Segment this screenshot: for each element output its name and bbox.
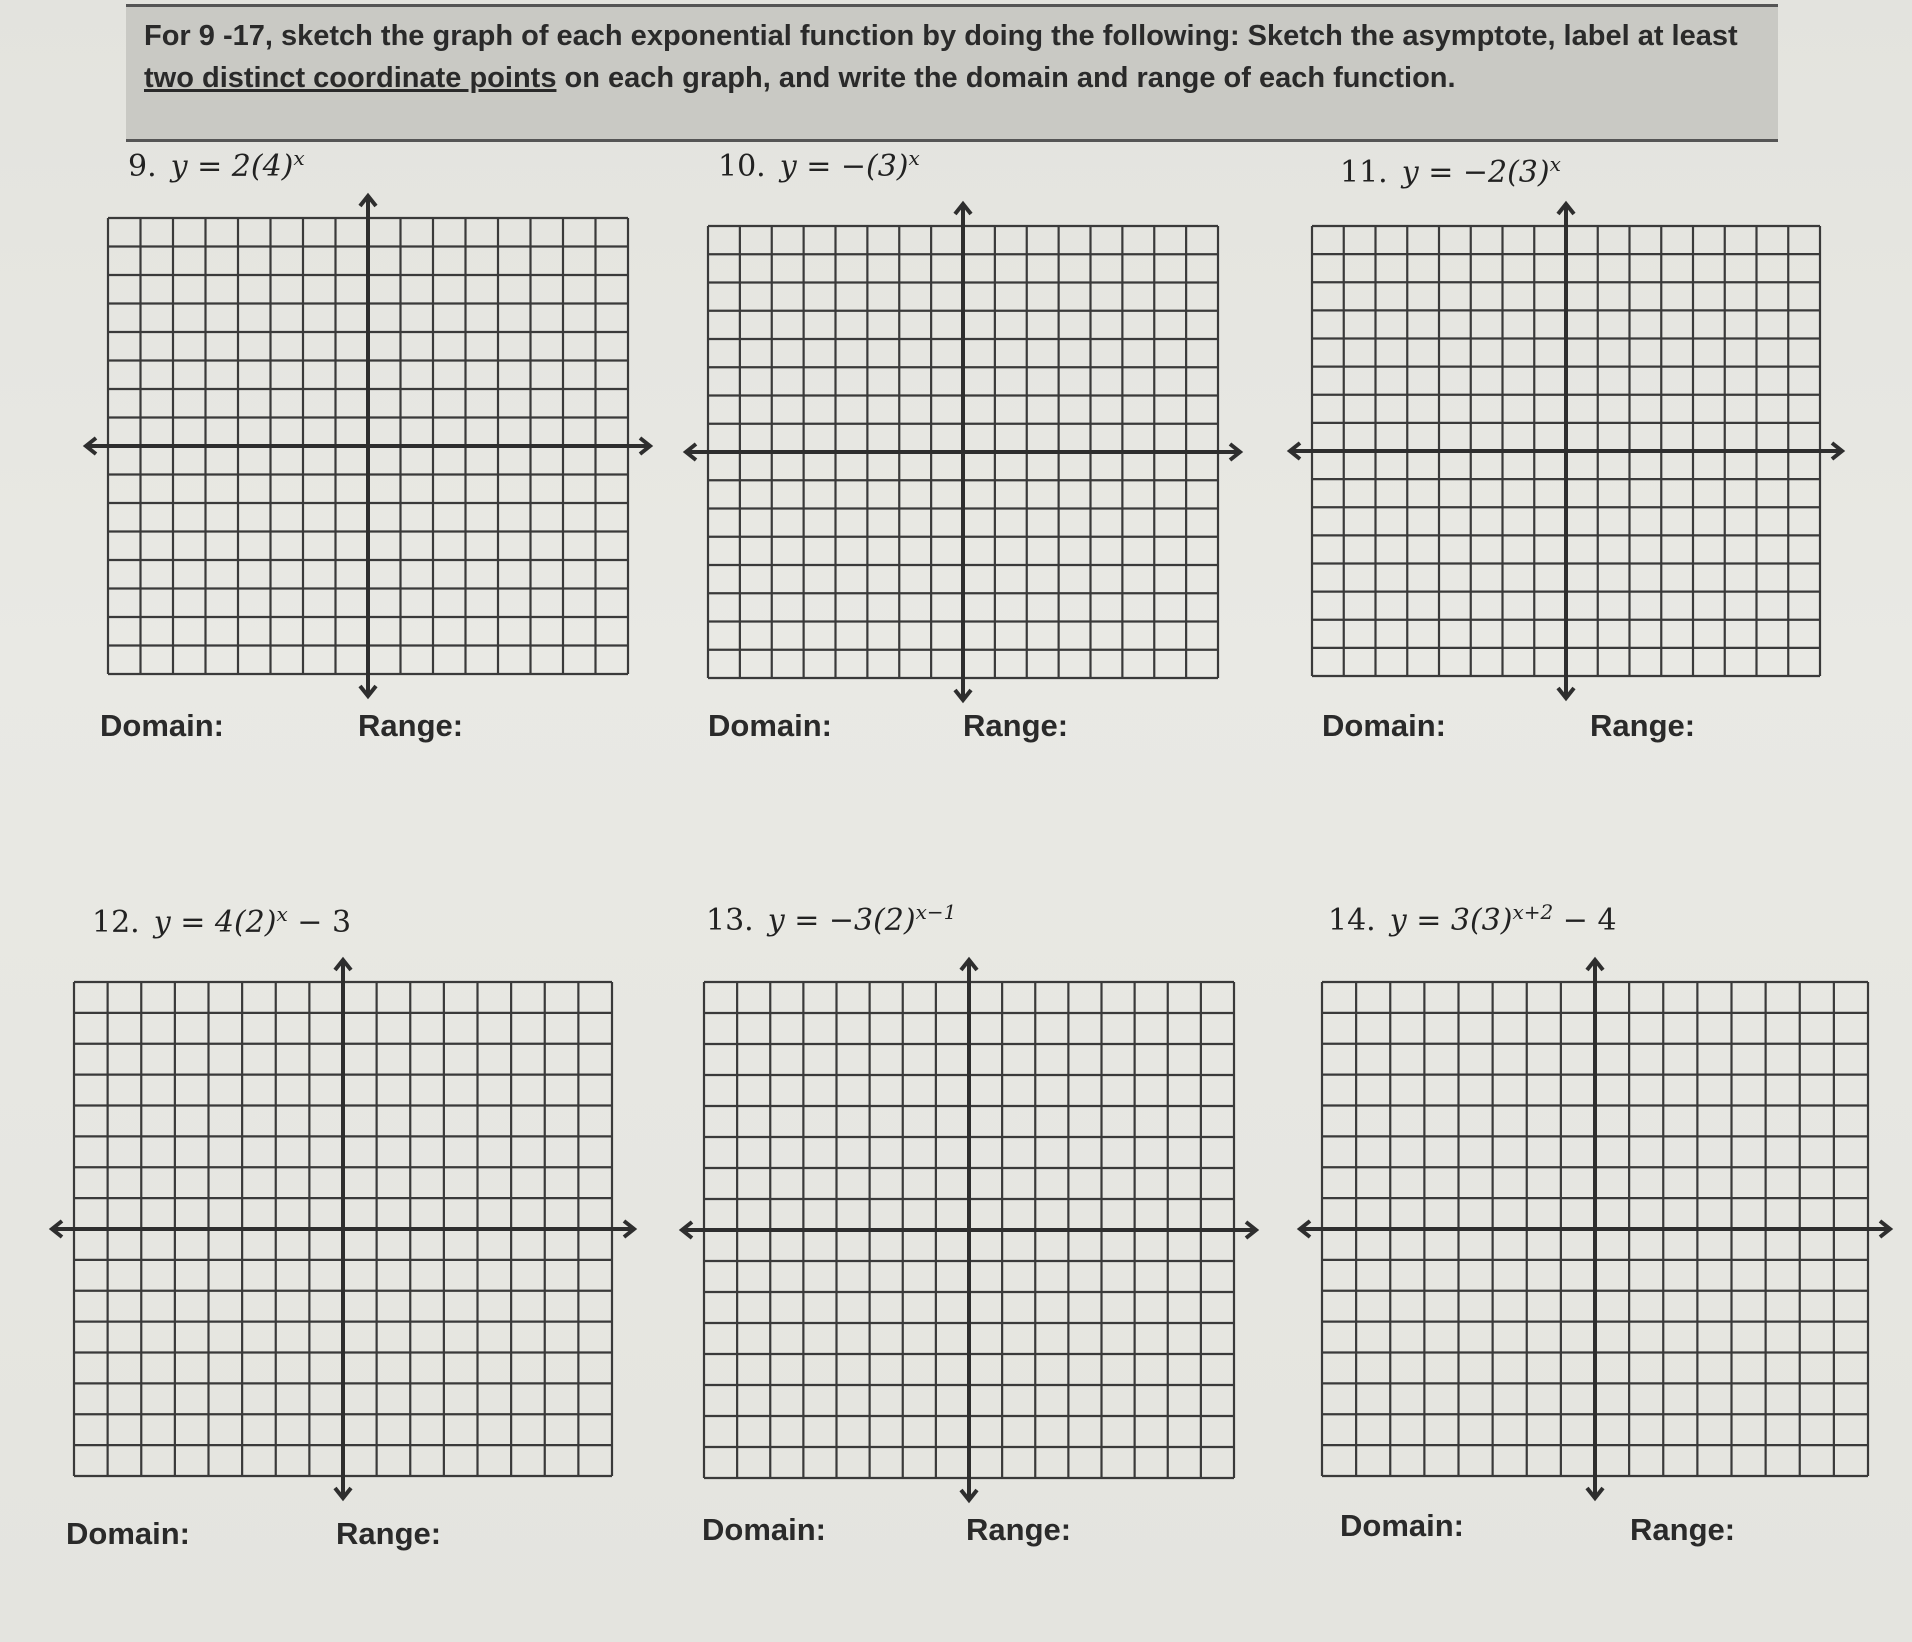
problem-13-label [706, 900, 956, 938]
graph-grid-10[interactable] [708, 226, 1244, 704]
range-label-12: Range: [336, 1516, 442, 1551]
problem-equation: y = −2(3) [1401, 155, 1550, 190]
problem-9-label [128, 146, 305, 184]
problem-10-label [718, 146, 920, 184]
coordinate-plane[interactable] [82, 192, 654, 700]
problem-number: 11. [1340, 155, 1388, 190]
coordinate-plane[interactable] [678, 956, 1260, 1504]
coordinate-plane[interactable] [682, 200, 1244, 704]
problem-exponent: x [276, 902, 288, 926]
range-label-13: Range: [966, 1512, 1072, 1547]
problem-equation: y = −3(2) [767, 903, 916, 938]
range-label-11: Range: [1590, 708, 1696, 743]
instructions-box [126, 4, 1778, 142]
problem-12-label [92, 902, 351, 940]
instructions-underlined: two distinct coordinate points [144, 62, 557, 94]
range-label-14: Range: [1630, 1512, 1736, 1547]
graph-grid-9[interactable] [108, 218, 654, 700]
problem-tail: − 3 [287, 905, 352, 940]
range-label-10: Range: [963, 708, 1069, 743]
problem-exponent: x [1549, 152, 1561, 176]
problem-14-label [1328, 900, 1617, 938]
problem-equation: y = 4(2) [153, 905, 277, 940]
problem-number: 9. [128, 149, 157, 184]
problem-equation: y = 2(4) [170, 149, 294, 184]
domain-label-13: Domain: [702, 1512, 826, 1547]
problem-exponent: x [293, 146, 305, 170]
problem-exponent: x [908, 146, 920, 170]
problem-exponent: x+2 [1512, 900, 1554, 924]
graph-grid-11[interactable] [1312, 226, 1846, 702]
domain-label-10: Domain: [708, 708, 832, 743]
coordinate-plane[interactable] [1286, 200, 1846, 702]
instructions-text-1: For 9 -17, sketch the graph of each exponential function by doing the following: Sketch the asymptote, label at least [144, 20, 1738, 52]
problem-number: 12. [92, 905, 140, 940]
problem-11-label [1340, 152, 1561, 190]
coordinate-plane[interactable] [48, 956, 638, 1502]
domain-label-12: Domain: [66, 1516, 190, 1551]
problem-equation: y = −(3) [779, 149, 909, 184]
instructions-text-2: on each graph, and write the domain and range of each function. [556, 62, 1456, 94]
coordinate-plane[interactable] [1296, 956, 1894, 1502]
domain-label-11: Domain: [1322, 708, 1446, 743]
domain-label-14: Domain: [1340, 1508, 1464, 1543]
problem-number: 13. [706, 903, 754, 938]
range-label-9: Range: [358, 708, 464, 743]
problem-tail: − 4 [1553, 903, 1617, 938]
graph-grid-12[interactable] [74, 982, 638, 1502]
problem-equation: y = 3(3) [1389, 903, 1513, 938]
graph-grid-13[interactable] [704, 982, 1260, 1504]
problem-number: 10. [718, 149, 766, 184]
domain-label-9: Domain: [100, 708, 224, 743]
problem-number: 14. [1328, 903, 1376, 938]
problem-exponent: x−1 [915, 900, 957, 924]
graph-grid-14[interactable] [1322, 982, 1894, 1502]
